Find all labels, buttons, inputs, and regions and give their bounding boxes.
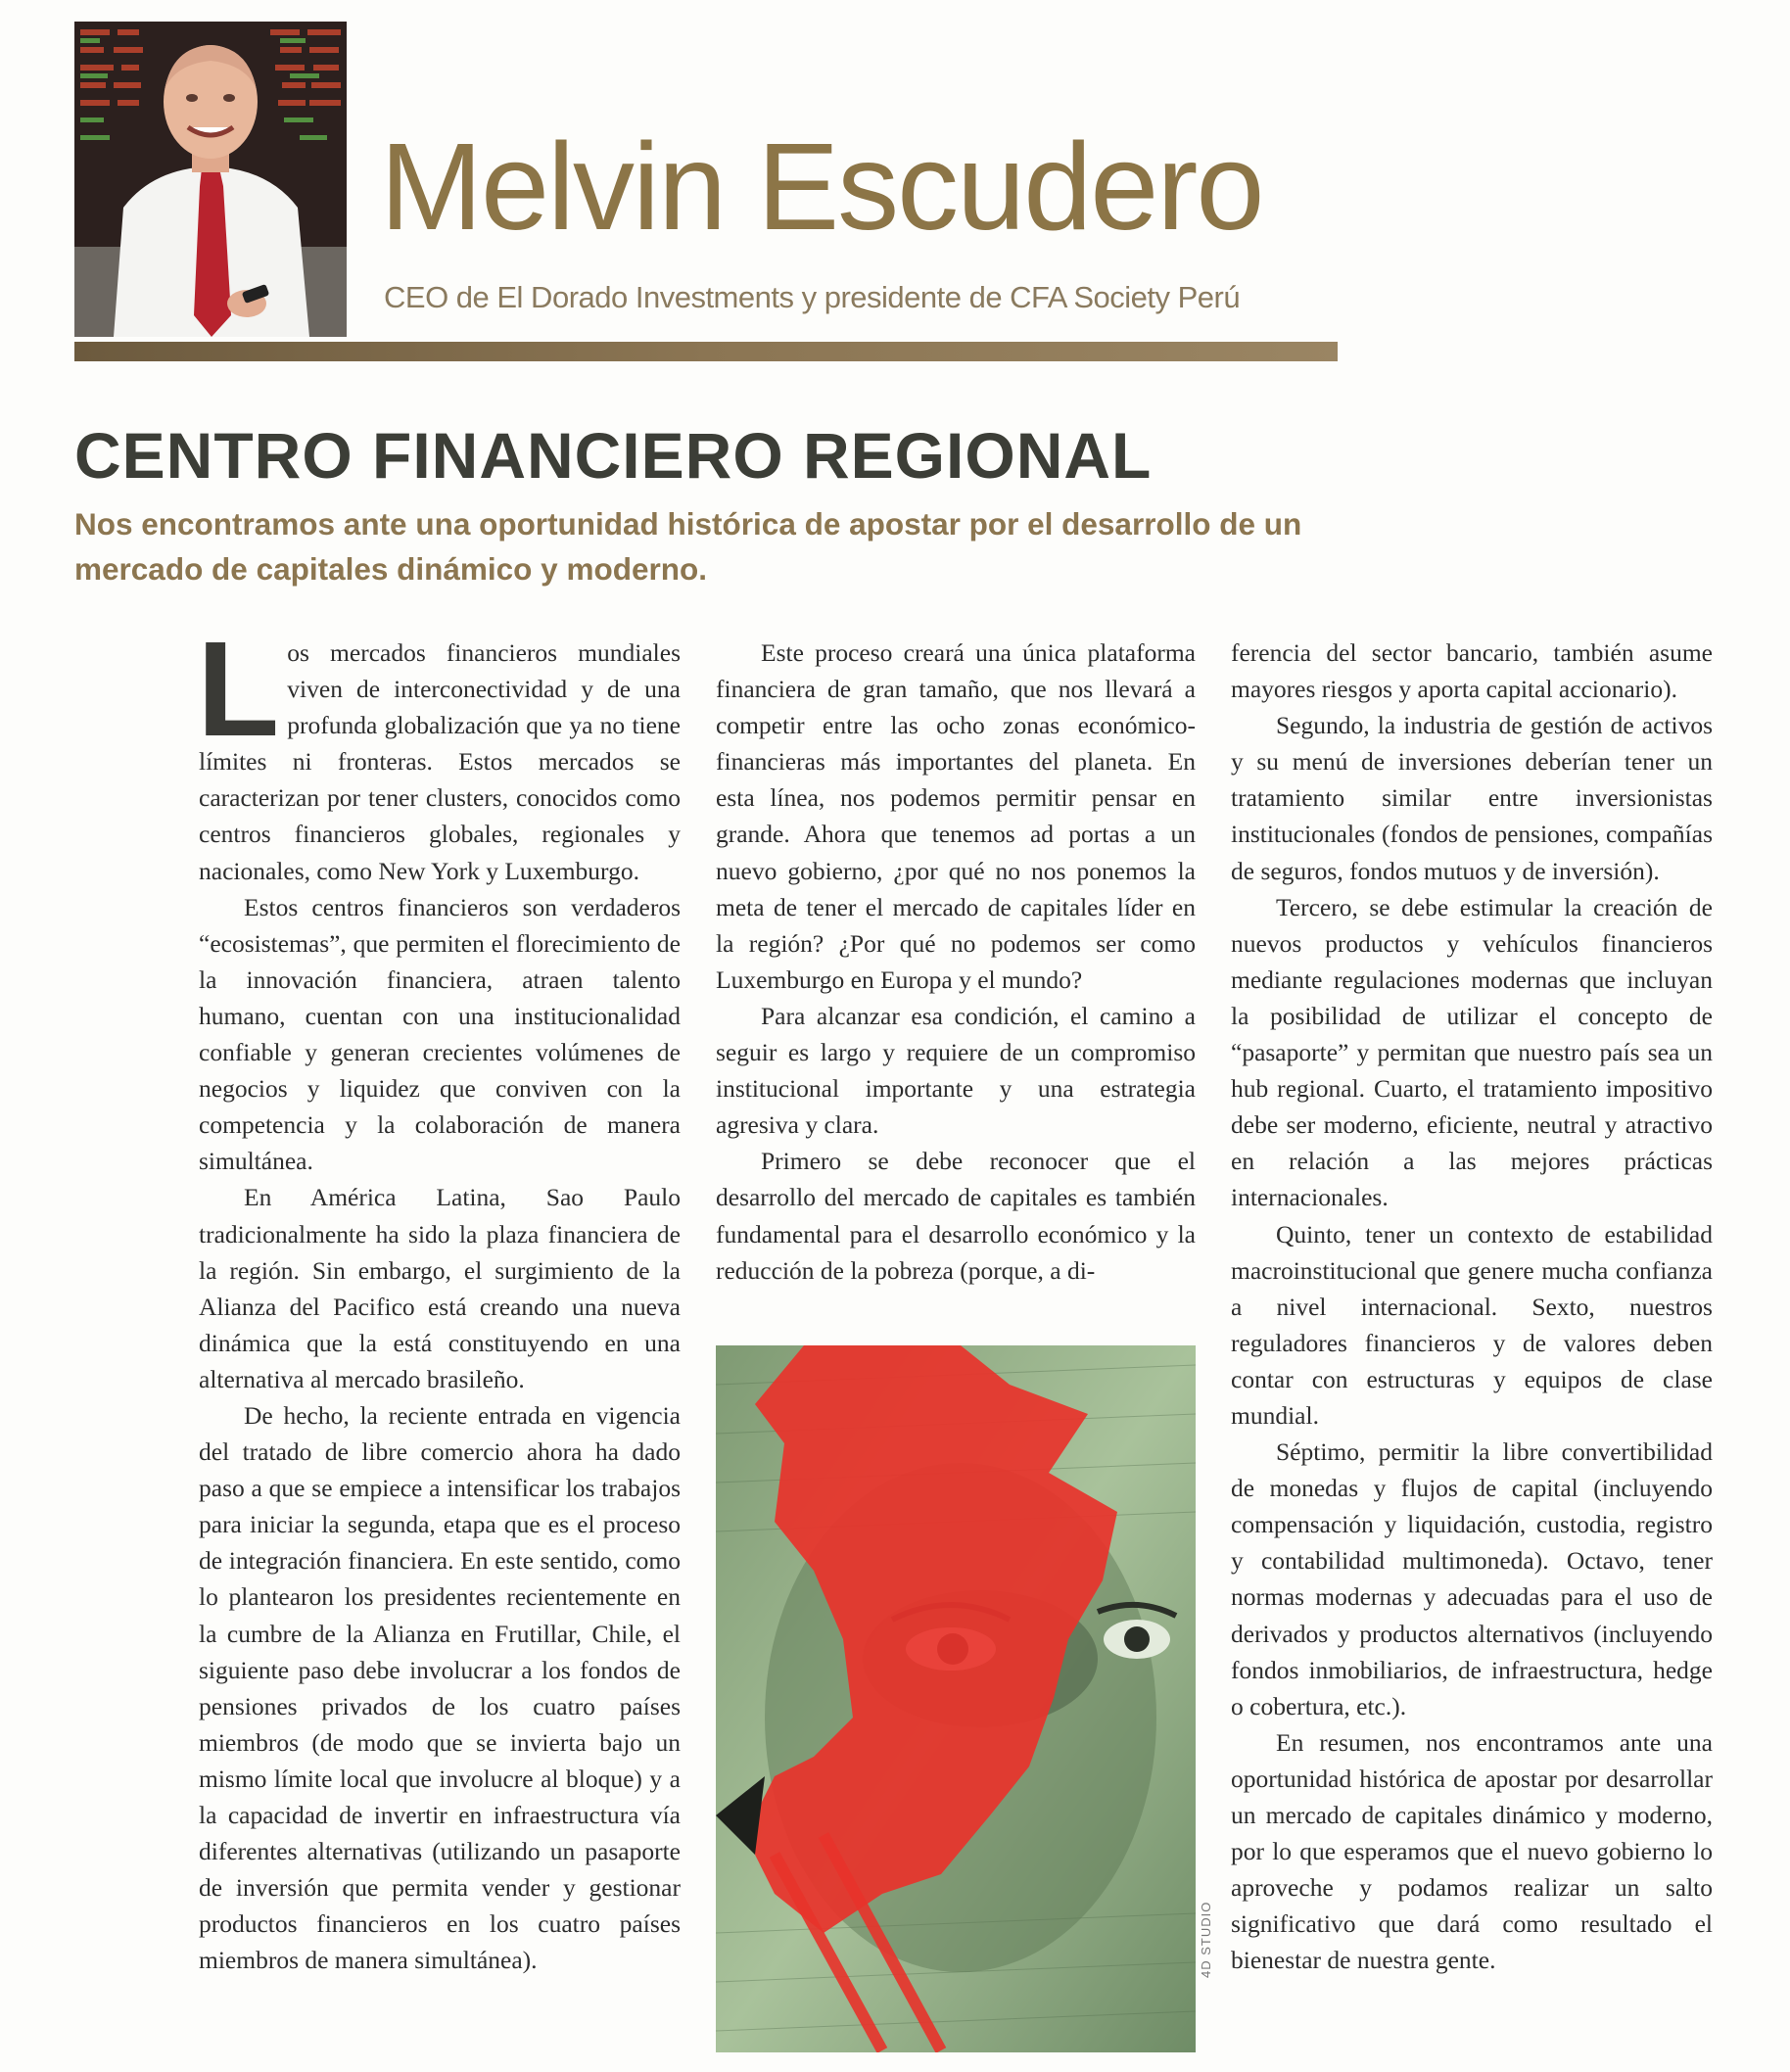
- illustration-credit: 4D STUDIO: [1199, 1901, 1213, 1978]
- article-column-1: [197, 614, 681, 1978]
- paragraph: En resumen, nos encontramos ante una oportunidad histórica de apostar por desarrollar un mercado de capitales dinámico y moderno, por lo que esperamos que el nuevo gobierno lo aproveche y podamos realizar un salto significativo que dará como resultado el bienestar de nuestra gente.: [1231, 1727, 1713, 1975]
- drop-cap: L: [197, 614, 280, 765]
- author-name: Melvin Escudero: [380, 118, 1263, 256]
- author-portrait: [74, 22, 347, 337]
- paragraph: En América Latina, Sao Paulo tradicionalmente ha sido la plaza financiera de la región. Sin embargo, el surgimiento de la Alianza del Pacifico está creando una nueva dinámica que la está constituyendo en una alternativa al mercado brasileño.: [199, 1183, 681, 1393]
- paragraph: Quinto, tener un contexto de estabilidad macroinstitucional que genere mucha confianza a nivel internacional. Sexto, nuestros reguladores financieros y de valores deben contar con estructuras y equipos de clase mundial.: [1231, 1219, 1713, 1430]
- paragraph: Para alcanzar esa condición, el camino a seguir es largo y requiere de un compromiso institucional importante y una estrategia agresiva y clara.: [716, 1001, 1196, 1140]
- author-subtitle: CEO de El Dorado Investments y presidente de CFA Society Perú: [384, 280, 1241, 314]
- article-headline: CENTRO FINANCIERO REGIONAL: [74, 419, 1153, 492]
- paragraph: Tercero, se debe estimular la creación de nuevos productos y vehículos financieros mediante regulaciones modernas que incluyan la posibilidad de utilizar el concepto de “pasaporte” y permitan que nuestro país sea un hub regional. Cuarto, el tratamiento impositivo debe ser moderno, eficiente, neutral y atractivo en relación a las mejores prácticas internacionales.: [1231, 892, 1713, 1212]
- paragraph: Este proceso creará una única plataforma financiera de gran tamaño, que nos llevará a competir entre las ocho zonas económico-financieras más importantes del planeta. En esta línea, nos podemos permitir pensar en grande. Ahora que tenemos ad portas a un nuevo gobierno, ¿por qué no nos ponemos la meta de tener el mercado de capitales líder en la región? ¿Por qué no podemos ser como Luxemburgo en Europa y el mundo?: [716, 638, 1196, 994]
- paragraph: Primero se debe reconocer que el desarrollo del mercado de capitales es también fundamental para el desarrollo económico y la reducción de la pobreza (porque, a di-: [716, 1147, 1196, 1285]
- paragraph: Segundo, la industria de gestión de activos y su menú de inversiones deberían tener un tratamiento similar entre inversionistas institucionales (fondos de pensiones, compañías de seguros, fondos mutuos y de inversión).: [1231, 711, 1713, 885]
- article-column-2: [716, 635, 1196, 1289]
- article-deck: Nos encontramos ante una oportunidad histórica de apostar por el desarrollo de un mercado de capitales dinámico y moderno.: [74, 506, 1302, 587]
- header-divider: [74, 342, 1338, 361]
- paragraph: De hecho, la reciente entrada en vigencia del tratado de libre comercio ahora ha dado paso a que se empiece a intensificar los trabajos para iniciar la segunda, etapa que es el proceso de integración financiera. En este sentido, como lo plantearon los presidentes recientemente en la cumbre de la Alianza en Frutillar, Chile, el siguiente paso debe involucrar a los fondos de pensiones privados de los cuatro países miembros (de modo que se invierta bajo un mismo límite local que involucre al bloque) y a la capacidad de invertir en infraestructura vía diferentes alternativas (utilizando un pasaporte de inversión que permita vender y gestionar productos financieros en los cuatro países miembros de manera simultánea).: [199, 1400, 681, 1975]
- paragraph: Séptimo, permitir la libre convertibilidad de monedas y flujos de capital (incluyendo compensación y liquidación, custodia, registro y contabilidad multimoneda). Octavo, tener normas modernas y adecuadas para el uso de derivados y productos alternativos (incluyendo fondos inmobiliarios, de infraestructura, hedge o cobertura, etc.).: [1231, 1437, 1713, 1720]
- paragraph: Los mercados financieros mundiales viven de interconectividad y de una profunda globalización que ya no tiene límites ni fronteras. Estos mercados se caracterizan por tener clusters, conocidos como centros financieros globales, regionales y nacionales, como New York y Luxemburgo.: [197, 614, 681, 885]
- peru-map-banknote-illustration: [716, 1345, 1196, 2052]
- paragraph: Estos centros financieros son verdaderos “ecosistemas”, que permiten el florecimiento de la innovación financiera, atraen talento humano, cuentan con una institucionalidad confiable y generan crecientes volúmenes de negocios y liquidez que conviven con la competencia y la colaboración de manera simultánea.: [199, 892, 681, 1176]
- paragraph: ferencia del sector bancario, también asume mayores riesgos y aporta capital accionario).: [1231, 638, 1713, 704]
- article-column-3: [1231, 635, 1713, 1978]
